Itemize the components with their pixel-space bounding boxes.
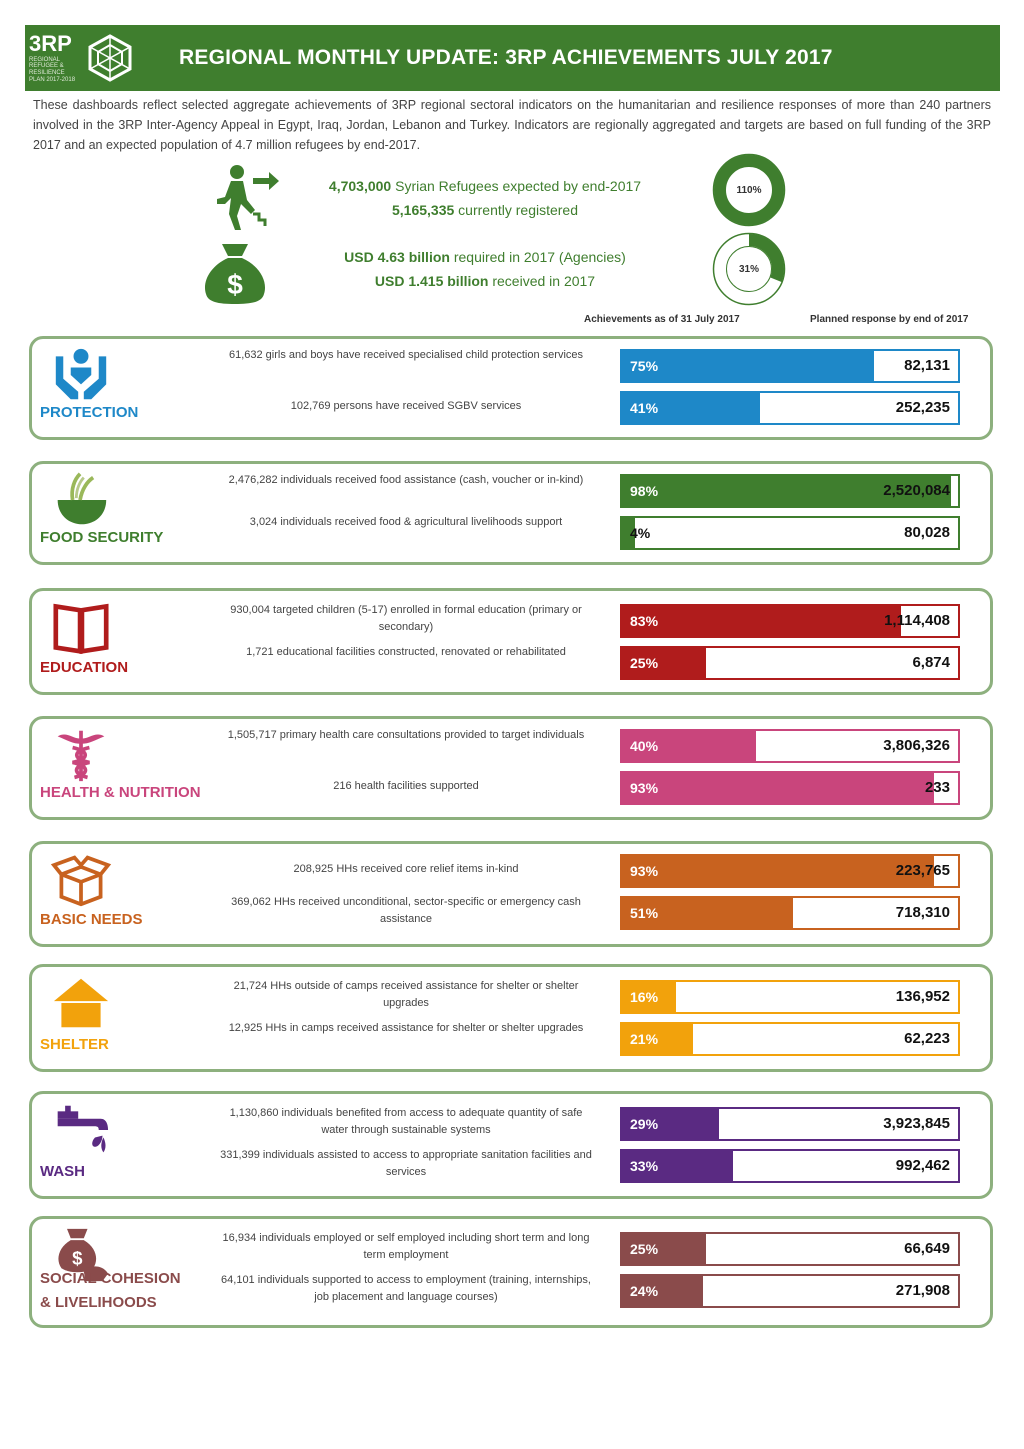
logo-text: 3RP: [29, 30, 72, 56]
progress-bar: [620, 604, 960, 638]
3rp-logo: [25, 25, 143, 91]
indicator-text: 3,024 individuals received food & agricultural livelihoods support: [249, 516, 563, 528]
intro-paragraph: These dashboards reflect selected aggregate achievements of 3RP regional sectoral indicators on the humanitarian and resilience responses of more than 240 partners involved in the 3RP Inter-Agency Appeal in Egypt, Iraq, Jordan, Lebanon and Turkey. Indicators are regionally aggregated and targets are based on full funding of the 3RP 2017 and an expected population of 4.7 million refugees by end-2017.: [33, 98, 991, 152]
planned-column-header: Planned response by end of 2017: [810, 314, 969, 325]
indicator-text: 61,632 girls and boys have received specialised child protection services: [228, 349, 584, 361]
indicator-text: 21,724 HHs outside of camps received assistance for shelter or shelter upgrades: [233, 980, 579, 1009]
progress-bar: [620, 391, 960, 425]
target-value: 271,908: [895, 1282, 950, 1299]
progress-bar: [620, 1149, 960, 1183]
funding-required-label: required in 2017 (Agencies): [449, 249, 626, 265]
sector-name: HEALTH & NUTRITION: [40, 784, 201, 801]
sector-name: WASH: [40, 1163, 85, 1180]
progress-percent: 98%: [630, 483, 659, 499]
progress-percent: 51%: [630, 905, 659, 921]
refugees-registered-value: 5,165,335: [391, 202, 455, 218]
sector-name: EDUCATION: [40, 659, 129, 676]
progress-bar-fill: [622, 773, 934, 803]
progress-bar: [620, 1107, 960, 1141]
target-value: 82,131: [904, 357, 950, 374]
achievements-column-header: Achievements as of 31 July 2017: [584, 314, 740, 325]
indicator-text: 1,505,717 primary health care consultations provided to target individuals: [227, 729, 585, 741]
indicator-text: 16,934 individuals employed or self employed including short term and long term employment: [222, 1232, 590, 1261]
indicator-text: 216 health facilities supported: [333, 780, 479, 792]
progress-bar: [620, 980, 960, 1014]
sector-card: [29, 1216, 993, 1328]
sector-card: [29, 336, 993, 440]
refugees-registered-label: currently registered: [454, 202, 578, 218]
target-value: 233: [924, 779, 950, 796]
progress-bar: [620, 1232, 960, 1266]
progress-bar: [620, 516, 960, 550]
funding-donut-label: 31%: [738, 263, 759, 275]
target-value: 718,310: [895, 904, 950, 921]
progress-percent: 16%: [630, 989, 659, 1005]
sector-name: [40, 1267, 181, 1315]
progress-bar: [620, 1274, 960, 1308]
money-bag-dollar-icon: [202, 242, 268, 304]
progress-percent: 25%: [630, 655, 659, 671]
protection-hands-icon: [50, 347, 112, 403]
sector-card: [29, 841, 993, 947]
page-title: REGIONAL MONTHLY UPDATE: 3RP ACHIEVEMENTS JULY 2017: [179, 46, 833, 69]
refugees-expected-value: 4,703,000: [328, 178, 392, 194]
funding-received-label: received in 2017: [488, 273, 596, 289]
sector-card: [29, 964, 993, 1072]
progress-bar: [620, 729, 960, 763]
progress-bar: [620, 646, 960, 680]
sector-card: [29, 588, 993, 695]
progress-bar-fill: [622, 606, 901, 636]
target-value: 3,923,845: [883, 1115, 950, 1132]
progress-percent: 21%: [630, 1031, 659, 1047]
refugees-expected-label: Syrian Refugees expected by end-2017: [391, 178, 642, 194]
header-banner: [25, 25, 1000, 91]
progress-percent: 41%: [630, 400, 659, 416]
indicator-text: 2,476,282 individuals received food assistance (cash, voucher or in-kind): [228, 474, 584, 486]
target-value: 62,223: [904, 1030, 950, 1047]
target-value: 80,028: [904, 524, 950, 541]
funding-received-value: USD 1.415 billion: [374, 273, 489, 289]
progress-bar-fill: [622, 351, 874, 381]
target-value: 6,874: [912, 654, 950, 671]
progress-bar: [620, 854, 960, 888]
target-value: 1,114,408: [884, 612, 950, 629]
progress-percent: 83%: [630, 613, 659, 629]
progress-percent: 33%: [630, 1158, 659, 1174]
target-value: 252,235: [895, 399, 950, 416]
funding-required-value: USD 4.63 billion: [344, 249, 450, 265]
sector-name: SHELTER: [40, 1036, 109, 1053]
target-value: 66,649: [904, 1240, 950, 1257]
sector-name: FOOD SECURITY: [40, 529, 164, 546]
target-value: 992,462: [895, 1157, 950, 1174]
progress-percent: 25%: [630, 1241, 659, 1257]
progress-percent: 4%: [630, 525, 651, 541]
indicator-text: 208,925 HHs received core relief items in-kind: [293, 863, 519, 875]
progress-bar: [620, 349, 960, 383]
progress-percent: 40%: [630, 738, 659, 754]
progress-percent: 75%: [630, 358, 659, 374]
water-tap-icon: [50, 1102, 112, 1158]
progress-bar: [620, 896, 960, 930]
sector-card: [29, 1091, 993, 1199]
logo-emblem-icon: [85, 33, 135, 83]
target-value: 136,952: [895, 988, 950, 1005]
indicator-text: 64,101 individuals supported to access to employment (training, internships, job placement and language courses): [221, 1274, 591, 1303]
indicator-text: 12,925 HHs in camps received assistance for shelter or shelter upgrades: [228, 1022, 584, 1034]
refugees-donut: [712, 153, 786, 227]
progress-percent: 29%: [630, 1116, 659, 1132]
target-value: 3,806,326: [883, 737, 950, 754]
progress-percent: 93%: [630, 780, 659, 796]
target-value: 223,765: [895, 862, 950, 879]
progress-bar-fill: [622, 856, 934, 886]
sector-card: [29, 716, 993, 820]
progress-percent: 93%: [630, 863, 659, 879]
house-icon: [50, 975, 112, 1031]
funding-kpi: [290, 245, 680, 293]
indicator-text: 102,769 persons have received SGBV services: [290, 400, 522, 412]
sector-name-line2: & LIVELIHOODS: [40, 1294, 157, 1311]
indicator-text: 930,004 targeted children (5-17) enrolled in formal education (primary or secondary): [230, 604, 582, 633]
indicator-text: 1,130,860 individuals benefited from access to adequate quantity of safe water through sustainable systems: [229, 1107, 583, 1136]
target-value: 2,520,084: [883, 482, 950, 499]
progress-bar: [620, 1022, 960, 1056]
progress-bar: [620, 771, 960, 805]
refugees-donut-label: 110%: [736, 184, 762, 196]
sector-name: BASIC NEEDS: [40, 911, 143, 928]
book-icon: [50, 599, 112, 655]
refugees-kpi: [290, 174, 680, 222]
svg-text:$: $: [72, 1247, 83, 1269]
indicator-text: 1,721 educational facilities constructed, renovated or rehabilitated: [246, 646, 566, 658]
funding-donut: [712, 232, 786, 306]
sector-card: [29, 461, 993, 565]
indicator-text: 331,399 individuals assisted to access to appropriate sanitation facilities and services: [220, 1149, 592, 1178]
food-bowl-icon: [50, 472, 112, 528]
open-box-icon: [50, 852, 112, 908]
walking-person-icon: [207, 164, 279, 232]
sector-name-line1: SOCIAL COHESION: [40, 1270, 181, 1287]
caduceus-icon: [50, 727, 112, 783]
svg-text:$: $: [227, 269, 243, 300]
sector-name: PROTECTION: [40, 404, 139, 421]
progress-percent: 24%: [630, 1283, 659, 1299]
indicator-text: 369,062 HHs received unconditional, sector-specific or emergency cash assistance: [231, 896, 581, 925]
progress-bar: [620, 474, 960, 508]
logo-subtitle: REGIONAL REFUGEE & RESILIENCE PLAN 2017-2018: [29, 56, 76, 83]
